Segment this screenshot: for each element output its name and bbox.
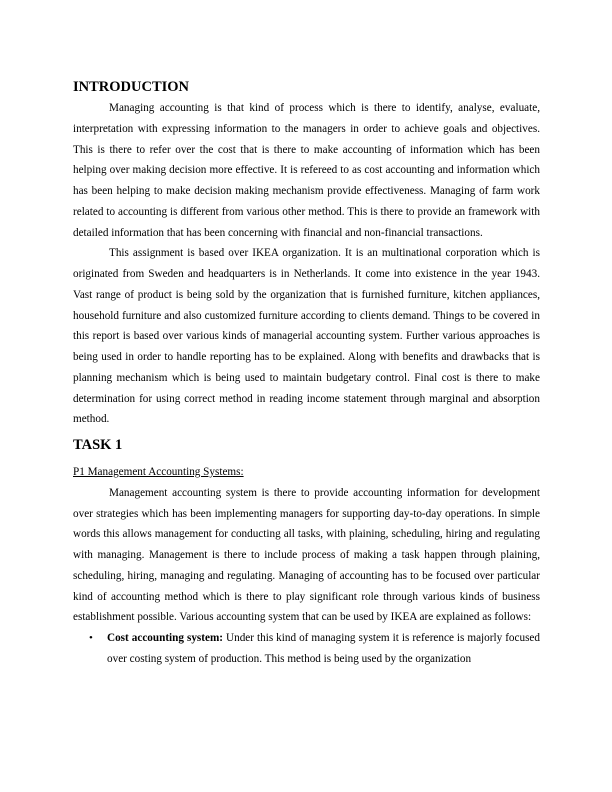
bullet-marker: • [89,632,93,644]
accounting-systems-list [73,628,540,670]
task1-subheading: P1 Management Accounting Systems: [73,466,244,478]
task1-paragraph: Management accounting system is there to provide accounting information for development over strategies which has been implementing managers for supporting day-to-day operations. In simple words this allows management for conducting all tasks, with plaining, scheduling, hiring and regulating with managing. Management is there to include process of making a task happen through plaining, scheduling, hiring, managing and regulating. Managing of accounting has to be focused over particular kind of accounting method which is there to play significant role through various kinds of business establishment possible. Various accounting system that can be used by IKEA are explained as follows: [73,486,540,624]
bullet-term: Cost accounting system: [107,632,224,644]
task1-heading: TASK 1 [73,437,123,453]
bullet-text: Under this kind of managing system it is reference is majorly focused over costing system of production. This method is being used by the organization [107,632,540,665]
list-item [73,628,540,670]
introduction-paragraph-2: This assignment is based over IKEA organization. It is an multinational corporation which is originated from Sweden and headquarters is in Netherlands. It come into existence in the year 1943. Vast range of product is being sold by the organization that is furnished furniture, kitchen appliances, household furniture and also customized furniture according to clients demand. Things to be covered in this report is based over various kinds of managerial accounting system. Further various approaches is being used in order to handle reporting has to be explained. Along with benefits and drawbacks that is planning mechanism which is being used to maintain budgetary control. Final cost is there to make determination for using correct method in reading income statement through marginal and absorption method. [73,247,540,426]
introduction-paragraph-1: Managing accounting is that kind of process which is there to identify, analyse, evaluate, interpretation with expressing information to the managers in order to achieve goals and objectives. This is there to refer over the cost that is there to make accounting of information which has been helping over making decision more effective. It is refereed to as cost accounting and information which has been helping to make decision making mechanism provide effectiveness. Managing of farm work related to accounting is different from various other method. This is there to provide an framework with detailed information that has been concerning with financial and non-financial transactions. [73,102,540,239]
introduction-heading: INTRODUCTION [73,79,190,95]
document-body [73,78,540,670]
